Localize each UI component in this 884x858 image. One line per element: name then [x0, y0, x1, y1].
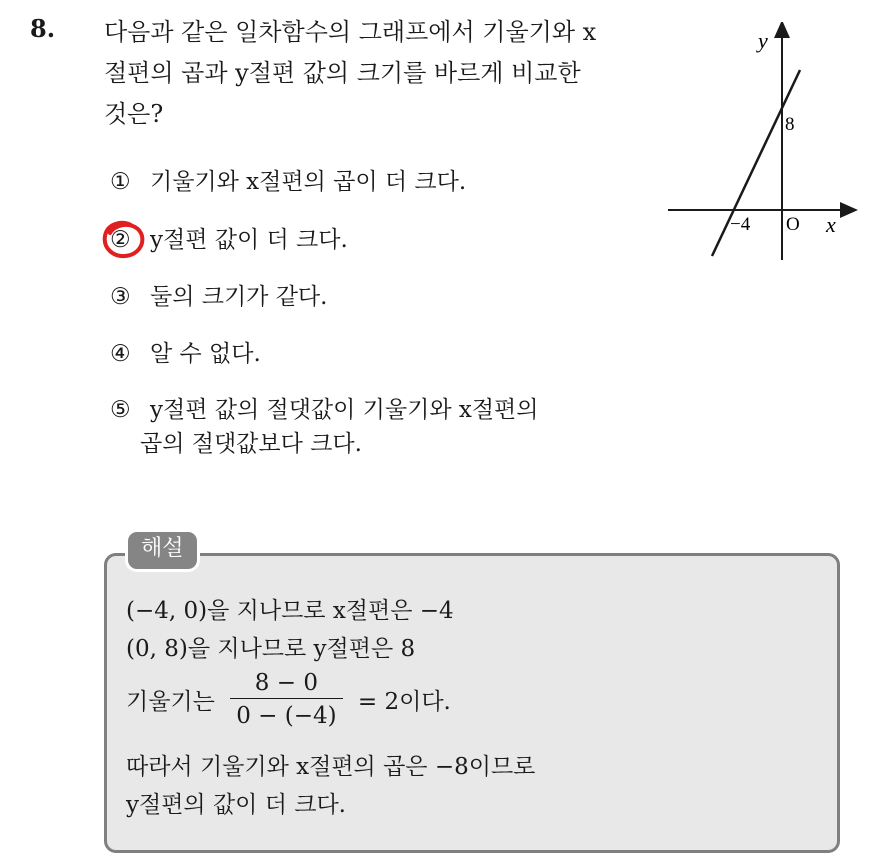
option-1-text: 기울기와 x절편의 곱이 더 크다. — [150, 169, 467, 195]
option-3-text: 둘의 크기가 같다. — [150, 284, 328, 310]
option-5-symbol: ⑤ — [110, 397, 131, 423]
origin-label: O — [786, 214, 800, 235]
question-line-1: 다음과 같은 일차함수의 그래프에서 기울기와 x — [104, 18, 597, 46]
question-line-2: 절편의 곱과 y절편 값의 크기를 바르게 비교한 — [104, 59, 581, 87]
question-line-3: 것은? — [104, 100, 164, 128]
option-5-text-line-2: 곱의 절댓값보다 크다. — [140, 431, 362, 457]
option-4-symbol: ④ — [110, 341, 131, 367]
question-text — [104, 12, 649, 135]
option-2-symbol: ② — [110, 227, 131, 253]
x-axis-label: x — [826, 212, 836, 237]
explanation-line-3 — [126, 670, 451, 729]
option-3-symbol: ③ — [110, 284, 131, 310]
slope-prefix: 기울기는 — [126, 689, 215, 715]
option-4[interactable] — [110, 337, 261, 371]
option-4-text: 알 수 없다. — [150, 341, 261, 367]
option-2-text: y절편 값이 더 크다. — [150, 227, 348, 253]
slope-numerator: 8 − 0 — [254, 670, 318, 696]
option-5-text: y절편 값의 절댓값이 기울기와 x절편의 — [150, 397, 539, 423]
answer-circle-mark — [101, 220, 147, 260]
x-intercept-label: −4 — [730, 214, 751, 235]
question-number: 8. — [30, 14, 56, 43]
slope-fraction — [230, 670, 342, 729]
explanation-line-5: y절편의 값이 더 크다. — [126, 792, 346, 818]
option-3[interactable] — [110, 280, 327, 314]
y-intercept-label: 8 — [785, 114, 795, 135]
option-1[interactable] — [110, 165, 466, 199]
explanation-line-4: 따라서 기울기와 x절편의 곱은 −8이므로 — [126, 754, 536, 780]
option-1-symbol: ① — [110, 169, 131, 195]
slope-suffix: = 2이다. — [357, 689, 451, 715]
explanation-line-2: (0, 8)을 지나므로 y절편은 8 — [126, 636, 416, 662]
slope-denominator: 0 − (−4) — [230, 698, 342, 729]
y-axis-label: y — [758, 28, 768, 53]
explanation-tag: 해설 — [128, 532, 197, 569]
function-graph — [660, 22, 860, 267]
explanation-line-1: (−4, 0)을 지나므로 x절편은 −4 — [126, 598, 454, 624]
option-5[interactable] — [110, 393, 538, 461]
